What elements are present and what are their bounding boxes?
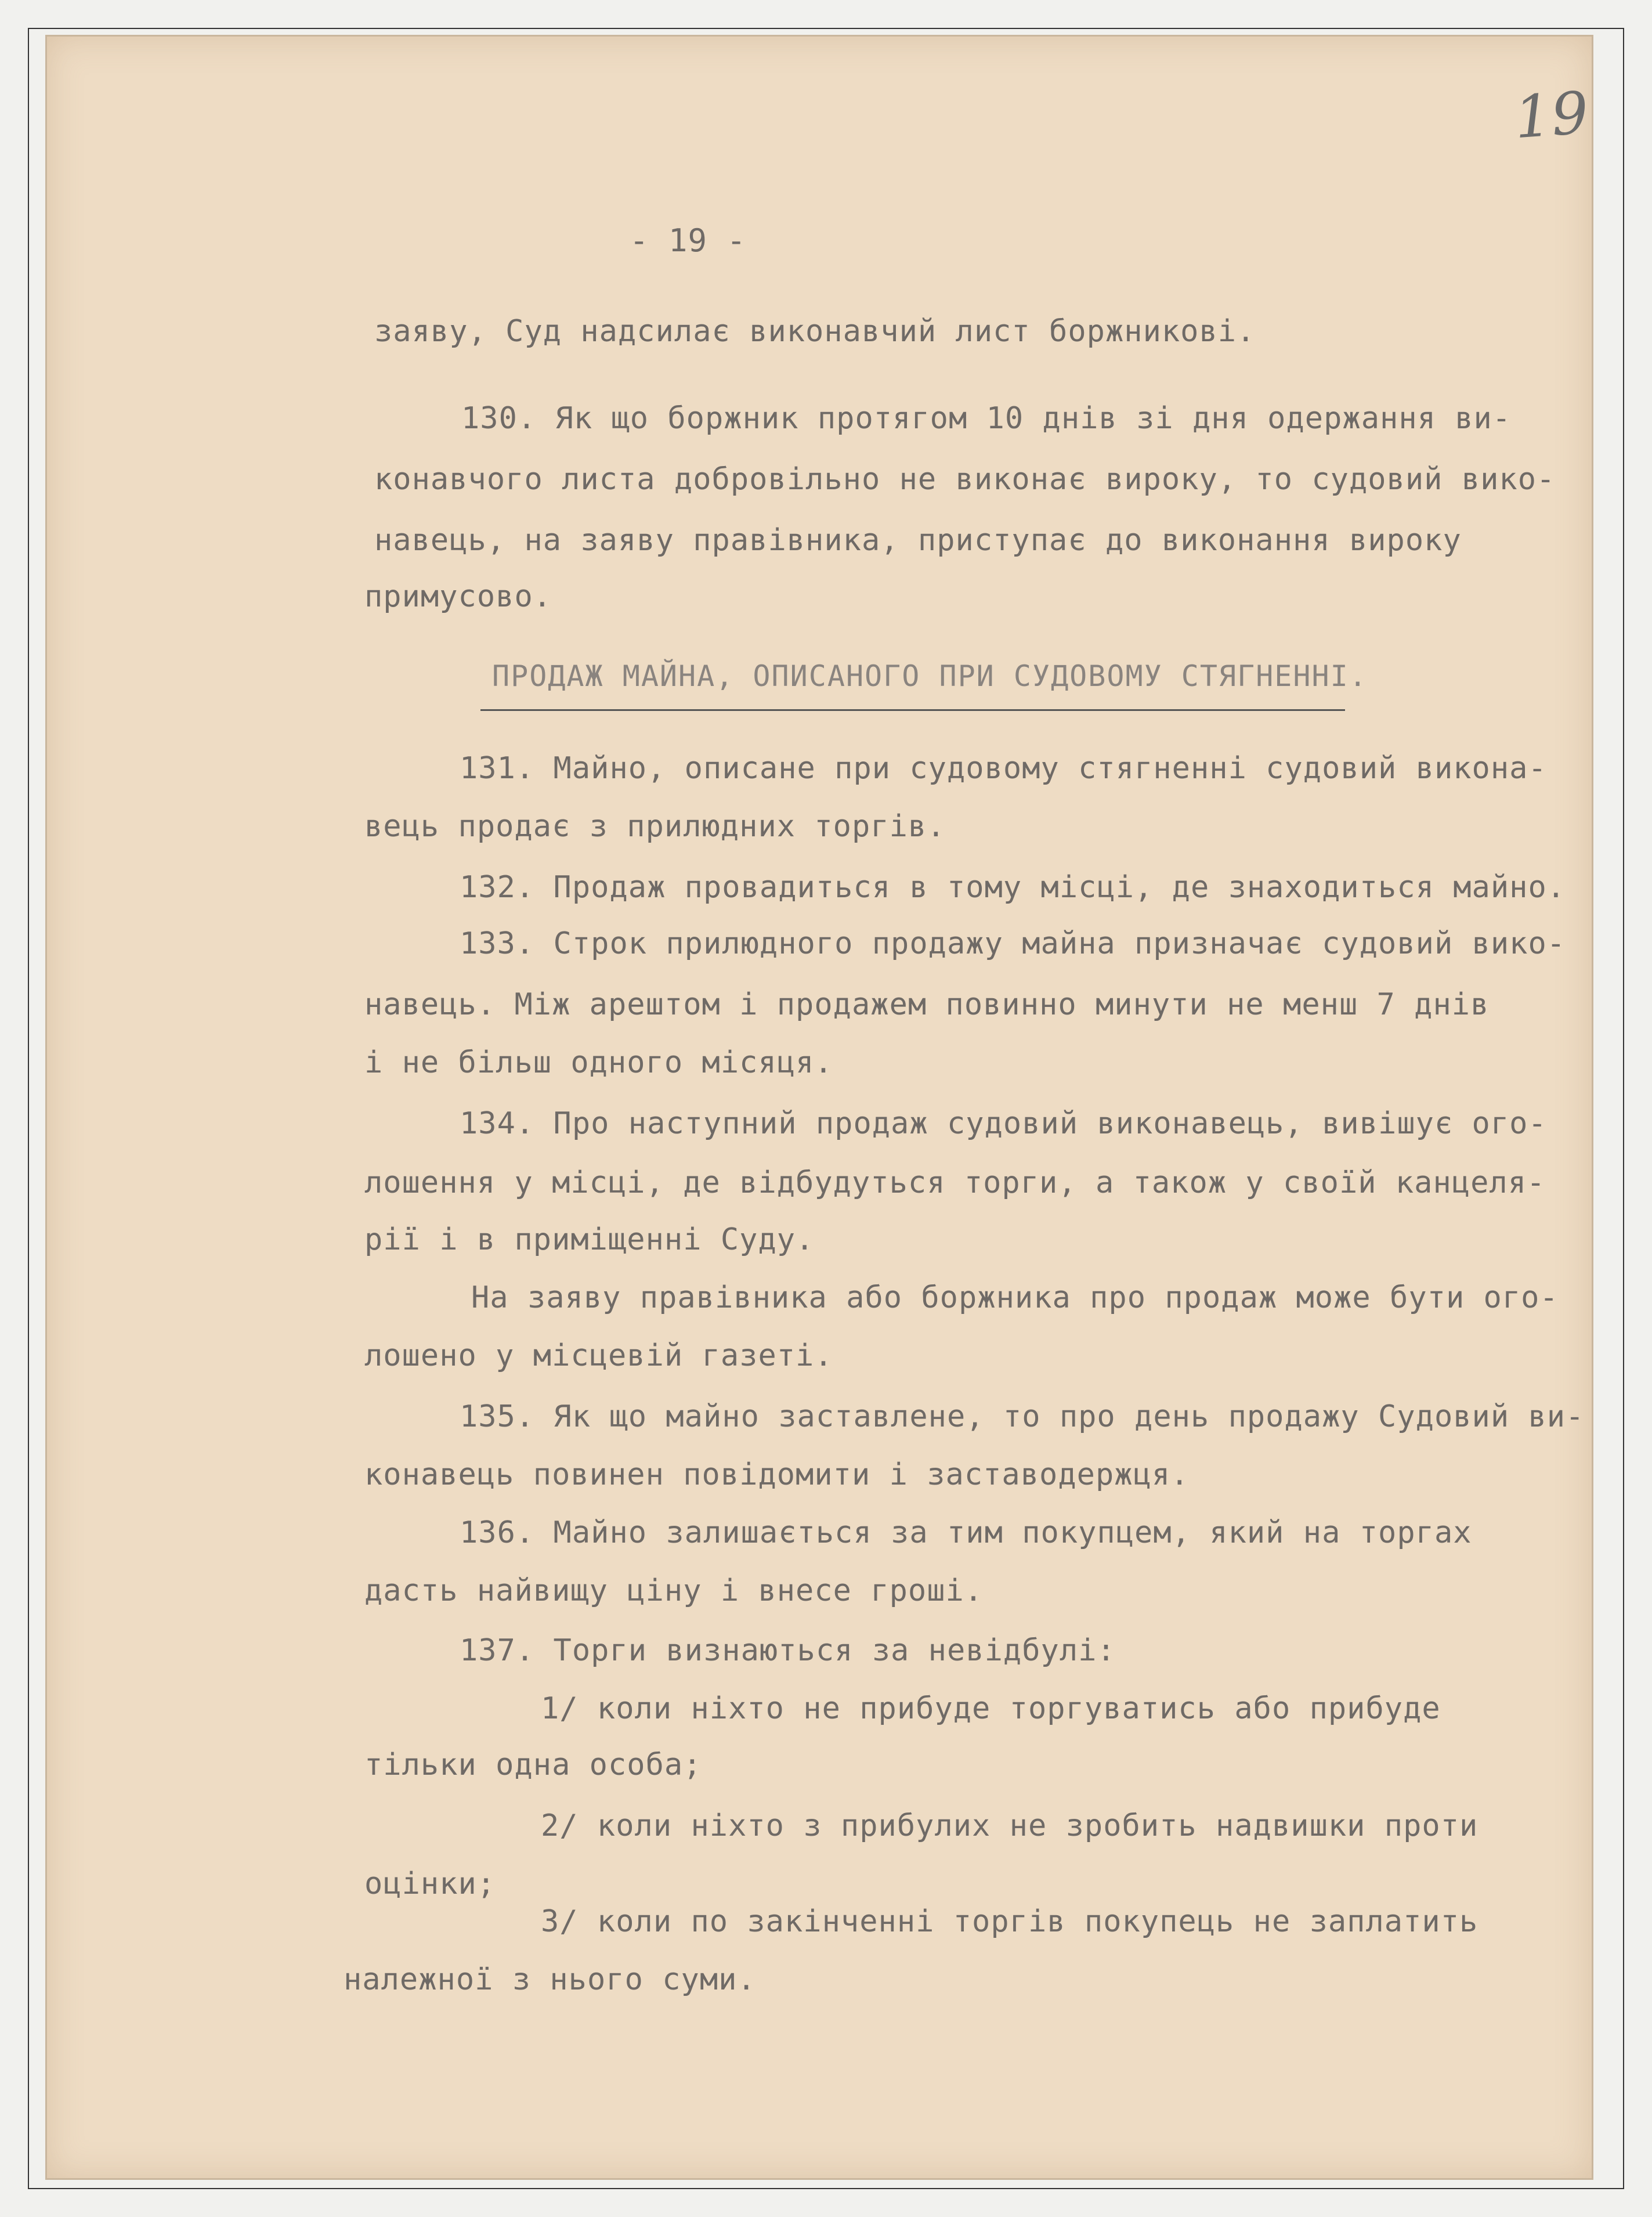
text-line: тільки одна особа; xyxy=(364,1747,702,1782)
text-line: 137. Торги визнаються за невідбулі: xyxy=(460,1633,1116,1668)
text-line: 130. Як що боржник протягом 10 днів зі дня одержання ви- xyxy=(461,401,1512,436)
text-line: заяву, Суд надсилає виконавчий лист боржникові. xyxy=(374,314,1256,349)
text-line: 136. Майно залишається за тим покупцем, який на торгах xyxy=(460,1515,1472,1550)
text-line: 131. Майно, описане при судовому стягненні судовий викона- xyxy=(460,751,1547,786)
text-line: оцінки; xyxy=(364,1866,496,1901)
page-number: - 19 - xyxy=(630,222,747,259)
text-line: 132. Продаж провадиться в тому місці, де знаходиться майно. xyxy=(460,870,1566,905)
text-line: рії і в приміщенні Суду. xyxy=(364,1222,815,1257)
text-line: вець продає з прилюдних торгів. xyxy=(364,809,946,844)
heading-underline xyxy=(480,709,1345,711)
text-line: 2/ коли ніхто з прибулих не зробить надвишки проти xyxy=(541,1808,1479,1843)
text-line: навець. Між арештом і продажем повинно минути не менш 7 днів xyxy=(364,987,1490,1022)
text-line: навець, на заяву правівника, приступає до виконання вироку xyxy=(374,523,1462,558)
text-line: 133. Строк прилюдного продажу майна призначає судовий вико- xyxy=(460,926,1566,961)
text-line: лошено у місцевій газеті. xyxy=(364,1338,833,1373)
text-line: і не більш одного місяця. xyxy=(364,1045,833,1080)
text-line: На заяву правівника або боржника про продаж може бути ого- xyxy=(471,1280,1559,1315)
text-line: 1/ коли ніхто не прибуде торгуватись або прибуде xyxy=(541,1691,1441,1726)
text-line: конавчого листа добровільно не виконає вироку, то судовий вико- xyxy=(374,462,1556,497)
text-line: конавець повинен повідомити і заставодержця. xyxy=(364,1457,1190,1492)
archive-page-number: 19 xyxy=(1512,78,1591,152)
text-line: належної з нього суми. xyxy=(344,1962,756,1997)
text-line: 135. Як що майно заставлене, то про день продажу Судовий ви- xyxy=(460,1399,1585,1434)
text-line: 3/ коли по закінченні торгів покупець не заплатить xyxy=(541,1904,1479,1939)
text-line: 134. Про наступний продаж судовий виконавець, вивішує ого- xyxy=(460,1106,1547,1141)
text-line: примусово. xyxy=(364,579,552,614)
section-heading: ПРОДАЖ МАЙНА, ОПИСАНОГО ПРИ СУДОВОМУ СТЯГНЕННІ. xyxy=(492,659,1368,693)
text-line: лошення у місці, де відбудуться торги, а також у своїй канцеля- xyxy=(364,1165,1546,1200)
text-line: дасть найвищу ціну і внесе гроші. xyxy=(364,1573,984,1608)
